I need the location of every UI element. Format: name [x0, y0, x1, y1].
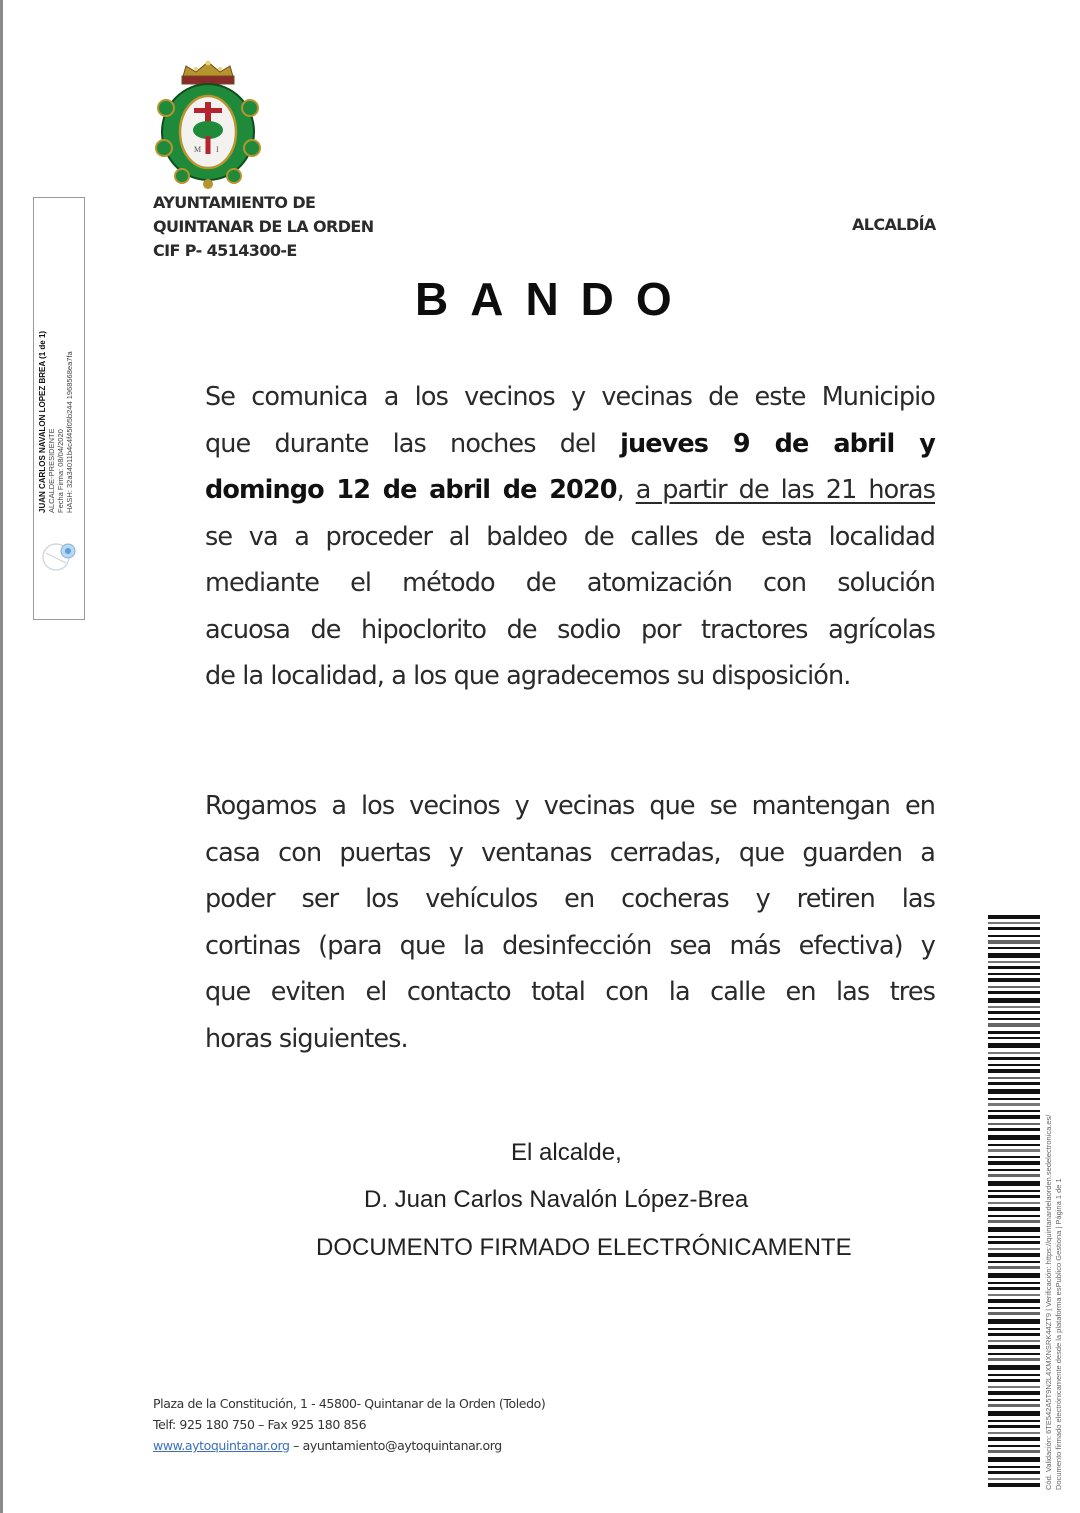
stamp-text: [38, 253, 74, 513]
validation-barcode: [988, 915, 1040, 1492]
org-cif: CIF P- 4514300-E: [153, 241, 297, 260]
svg-text:M: M: [194, 145, 202, 154]
separator: –: [289, 1438, 303, 1453]
paragraph-line: que eviten el contacto total con la calle en las tres: [205, 977, 935, 1007]
paragraph-line: se va a proceder al baldeo de calles de esta localidad: [205, 521, 935, 552]
stamp-position: ALCALDE-PRESIDENTE: [47, 428, 56, 513]
footer-contact: [153, 1393, 545, 1456]
validation-code: Cód. Validación: 6TE542A5T9N2L4XMXNSRK44ZT9 | Verificación: https://quintanardelaorden.sedelectronica.es/: [1044, 1114, 1053, 1490]
notice-paragraph-2: [205, 783, 935, 1062]
text-run: que durante las noches del: [205, 428, 621, 459]
signature-role: El alcalde,: [511, 1139, 622, 1166]
stamp-date: Fecha Firma: 08/04/2020: [56, 429, 65, 513]
org-name-line-2: QUINTANAR DE LA ORDEN: [153, 217, 374, 236]
stamp-hash: HASH: 32a34011b4c4f45f05b244 1968568ea7fa: [65, 351, 74, 513]
paragraph-line: horas siguientes.: [205, 1023, 408, 1054]
paragraph-line: acuosa de hipoclorito de sodio por tractores agrícolas: [205, 614, 935, 645]
org-name-line-1: AYUNTAMIENTO DE: [153, 193, 316, 212]
electronic-seal-icon: [38, 533, 82, 577]
paragraph-line: Se comunica a los vecinos y vecinas de este Municipio: [205, 382, 935, 412]
paragraph-line: casa con puertas y ventanas cerradas, que guarden a: [205, 837, 935, 868]
page-left-edge: [0, 0, 3, 1513]
validation-platform: Documento firmado electrónicamente desde la plataforma esPublico Gestiona | Página 1 de 1: [1054, 1178, 1063, 1490]
electronic-signature-stamp: [33, 197, 85, 620]
bold-date-text: jueves 9 de abril y: [620, 428, 935, 459]
footer-links: [153, 1435, 545, 1456]
bold-date-text: domingo 12 de abril de 2020: [205, 475, 617, 505]
paragraph-line: mediante el método de atomización con solución: [205, 568, 935, 598]
paragraph-line: cortinas (para que la desinfección sea más efectiva) y: [205, 930, 935, 961]
website-link[interactable]: www.aytoquintanar.org: [153, 1438, 290, 1453]
paragraph-line: [205, 467, 935, 514]
validation-text: [1044, 1115, 1064, 1490]
footer-phones: Telf: 925 180 750 – Fax 925 180 856: [153, 1417, 367, 1432]
email-address: ayuntamiento@aytoquintanar.org: [302, 1438, 502, 1453]
department-label: ALCALDÍA: [852, 215, 936, 234]
organization-header: [153, 191, 374, 263]
paragraph-line: de la localidad, a los que agradecemos su disposición.: [205, 661, 851, 691]
coat-of-arms-icon: [152, 58, 264, 190]
underlined-time-text: a partir de las 21 horas: [635, 475, 935, 505]
notice-paragraph-1: [205, 374, 935, 700]
electronic-signature-note: DOCUMENTO FIRMADO ELECTRÓNICAMENTE: [316, 1234, 852, 1261]
paragraph-line: Rogamos a los vecinos y vecinas que se mantengan en: [205, 791, 935, 821]
paragraph-line: poder ser los vehículos en cocheras y retiren las: [205, 884, 935, 914]
footer-address: Plaza de la Constitución, 1 - 45800- Quintanar de la Orden (Toledo): [153, 1396, 546, 1411]
paragraph-line: [205, 421, 935, 468]
text-run: ,: [616, 475, 636, 505]
svg-text:I: I: [216, 145, 219, 154]
signature-name: D. Juan Carlos Navalón López-Brea: [364, 1186, 749, 1213]
document-title: BANDO: [415, 273, 694, 325]
stamp-signer: JUAN CARLOS NAVALON LOPEZ BREA (1 de 1): [38, 330, 47, 513]
